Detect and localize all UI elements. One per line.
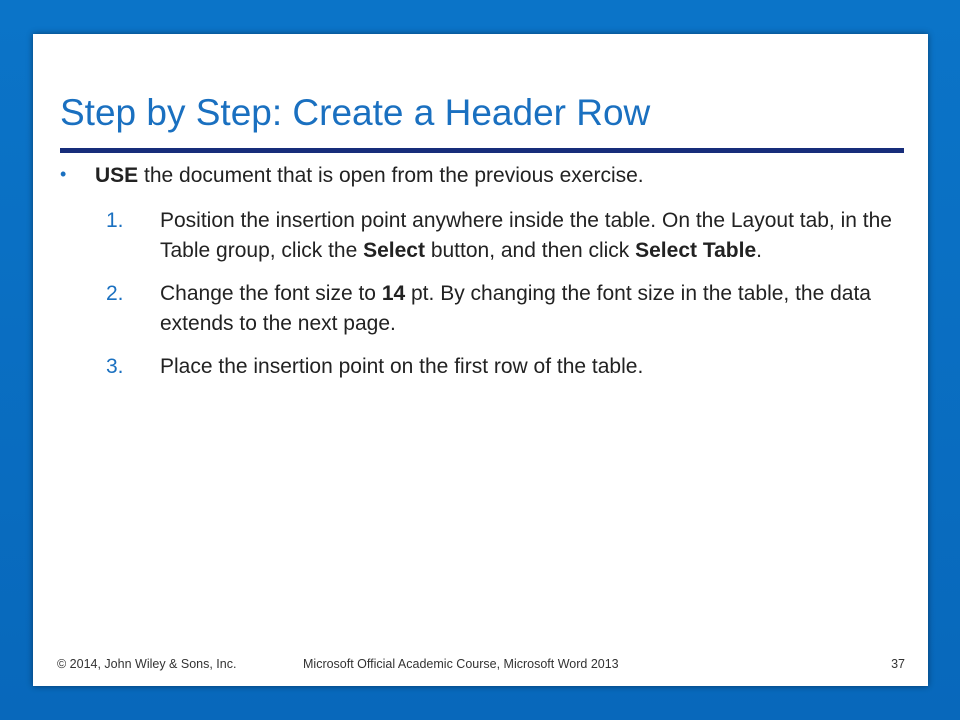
steps-list bbox=[106, 206, 896, 395]
step-text-part: . bbox=[756, 239, 762, 262]
slide-title: Step by Step: Create a Header Row bbox=[60, 92, 651, 133]
step-number: 2. bbox=[106, 282, 124, 305]
step-text-part: Change the font size to bbox=[160, 282, 382, 305]
bullet-dot-icon: • bbox=[60, 164, 67, 184]
step-number: 3. bbox=[106, 355, 124, 378]
step-text bbox=[160, 209, 892, 262]
step-text-part: pt. By changing the font size in the table, the data extends to the next page. bbox=[160, 282, 871, 335]
step-text-part: Place the insertion point on the first row of the table. bbox=[160, 355, 644, 378]
step-item bbox=[106, 206, 896, 266]
step-text-part: Position the insertion point anywhere inside the table. On the Layout tab, in the Table group, click the bbox=[160, 209, 892, 262]
footer-copyright: © 2014, John Wiley & Sons, Inc. bbox=[57, 657, 237, 671]
bullet-text bbox=[95, 164, 644, 188]
footer-page-number: 37 bbox=[891, 657, 905, 671]
step-item bbox=[106, 352, 896, 382]
title-divider bbox=[60, 148, 904, 153]
bullet-lead-bold: USE bbox=[95, 164, 139, 187]
step-item bbox=[106, 279, 896, 339]
step-text bbox=[160, 355, 643, 378]
step-text bbox=[160, 282, 871, 335]
step-text-bold: Select Table bbox=[635, 239, 757, 262]
step-number: 1. bbox=[106, 209, 124, 232]
bullet-rest: the document that is open from the previous exercise. bbox=[138, 164, 644, 187]
footer-course: Microsoft Official Academic Course, Microsoft Word 2013 bbox=[303, 657, 619, 671]
step-text-bold: Select bbox=[363, 239, 425, 262]
step-text-bold: 14 bbox=[381, 282, 406, 305]
slide bbox=[33, 34, 928, 686]
step-text-part: button, and then click bbox=[424, 239, 636, 262]
